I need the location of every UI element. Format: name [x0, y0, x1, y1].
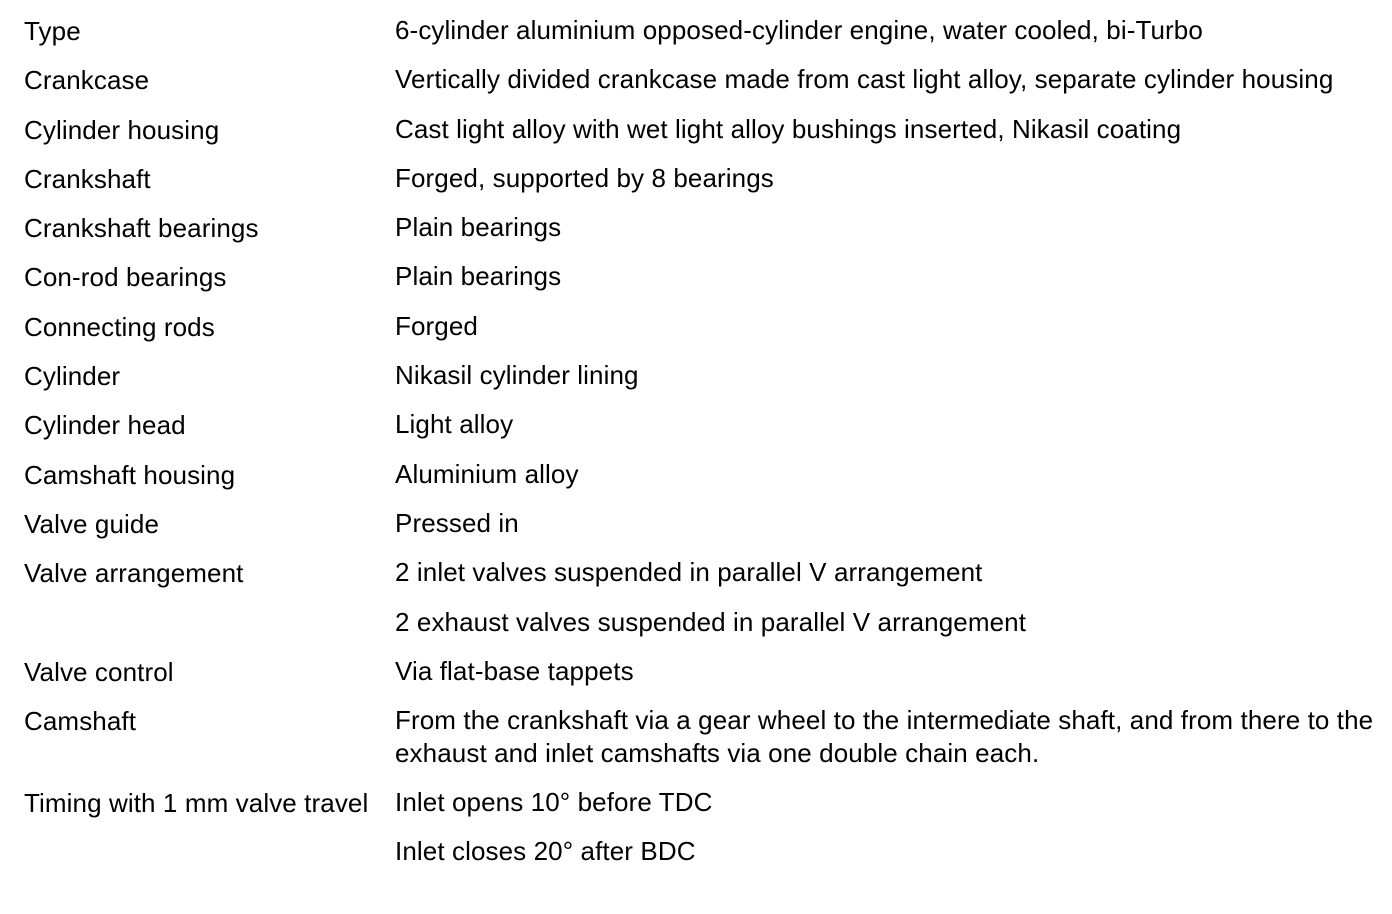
- spec-row-con-rod-bearings: [24, 260, 1374, 309]
- spec-value: Forged: [395, 310, 478, 341]
- spec-row-valve-guide: [24, 507, 1374, 556]
- spec-label: Camshaft: [24, 706, 137, 737]
- spec-value: Forged, supported by 8 bearings: [395, 162, 774, 193]
- spec-value: Via flat-base tappets: [395, 655, 634, 686]
- spec-label: Valve guide: [24, 508, 160, 539]
- spec-row-cylinder-housing: [24, 113, 1374, 162]
- spec-value: Plain bearings: [395, 212, 562, 243]
- spec-label: Cylinder head: [24, 410, 186, 441]
- spec-row-crankshaft: [24, 162, 1374, 211]
- spec-label: Con-rod bearings: [24, 262, 227, 293]
- spec-label: Cylinder: [24, 361, 121, 392]
- spec-label: Valve control: [24, 656, 174, 687]
- spec-label: Crankshaft bearings: [24, 213, 259, 244]
- spec-value: 6-cylinder aluminium opposed-cylinder engine, water cooled, bi-Turbo: [395, 15, 1203, 45]
- spec-label: Connecting rods: [24, 311, 215, 342]
- spec-row-timing: [24, 786, 1374, 835]
- spec-row-valve-arrangement-exhaust: [24, 606, 1374, 655]
- spec-value: Pressed in: [395, 507, 519, 538]
- spec-value: Nikasil cylinder lining: [395, 360, 639, 391]
- spec-label: Camshaft housing: [24, 459, 236, 490]
- spec-label: Crankcase: [24, 65, 150, 96]
- spec-row-cylinder: [24, 359, 1374, 408]
- spec-row-connecting-rods: [24, 310, 1374, 359]
- spec-row-crankcase: [24, 63, 1374, 112]
- spec-row-camshaft: [24, 704, 1374, 786]
- spec-value: Vertically divided crankcase made from cast light alloy, separate cylinder housing: [395, 64, 1334, 95]
- spec-value: Inlet closes 20° after BDC: [395, 836, 696, 867]
- spec-label: Timing with 1 mm valve travel: [24, 788, 369, 819]
- spec-row-valve-arrangement: [24, 556, 1374, 605]
- spec-row-crankshaft-bearings: [24, 211, 1374, 260]
- spec-row-valve-control: [24, 655, 1374, 704]
- spec-value: Aluminium alloy: [395, 458, 579, 489]
- spec-label: Crankshaft: [24, 163, 151, 194]
- spec-value: From the crankshaft via a gear wheel to the intermediate shaft, and from there to the exhaust and inlet camshafts via one double chain each.: [395, 705, 1374, 769]
- spec-label: Valve arrangement: [24, 558, 244, 589]
- spec-value: Inlet opens 10° before TDC: [395, 787, 713, 818]
- spec-value: Cast light alloy with wet light alloy bushings inserted, Nikasil coating: [395, 113, 1182, 144]
- engine-spec-table: [24, 14, 1374, 885]
- spec-label: Type: [24, 16, 81, 46]
- spec-value: Plain bearings: [395, 261, 562, 292]
- spec-label: Cylinder housing: [24, 114, 220, 145]
- spec-row-cylinder-head: [24, 408, 1374, 457]
- spec-row-timing-inlet-closes: [24, 835, 1374, 884]
- spec-row-camshaft-housing: [24, 458, 1374, 507]
- spec-value: 2 exhaust valves suspended in parallel V arrangement: [395, 606, 1027, 637]
- spec-value: Light alloy: [395, 409, 514, 440]
- spec-value: 2 inlet valves suspended in parallel V arrangement: [395, 557, 983, 588]
- spec-row-type: [24, 14, 1374, 63]
